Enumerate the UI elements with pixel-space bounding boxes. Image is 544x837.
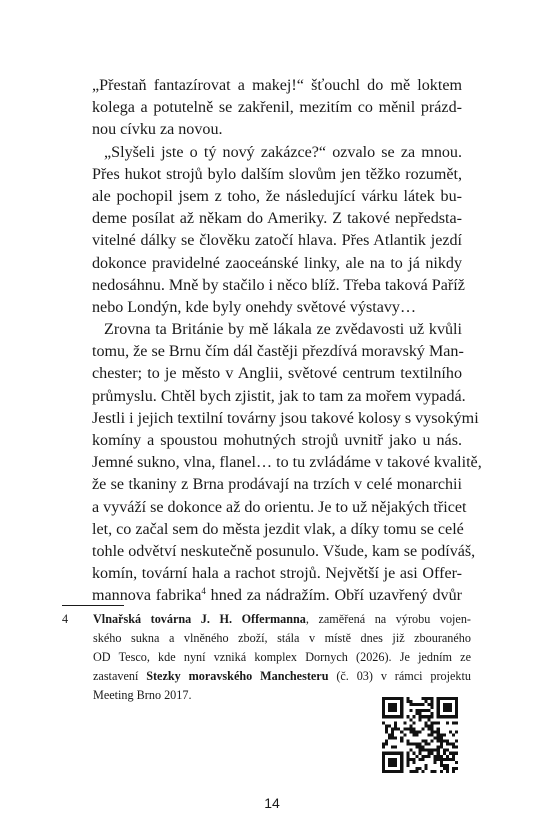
text-line: Jestli i jejich textilní továrny jsou takové kolosy s vysokými xyxy=(92,409,479,427)
text-segment: mannova fabrika xyxy=(92,587,202,605)
text-line: dokonce pravidelné zaoceánské linky, ale na to já nikdy xyxy=(92,254,462,272)
footnote-reference: 4 xyxy=(201,586,206,597)
text-line: kolega a potutelně se zakřenil, mezitím co měnil prázd- xyxy=(92,99,462,117)
text-line: Přes hukot strojů bylo dalším slovům jen těžko rozumět, xyxy=(92,165,462,183)
text-line: nedosáhnu. Mně by stačilo i něco blíž. Třeba taková Paříž xyxy=(92,276,465,294)
text-line: a vyváží se dokonce až do orientu. Je to už nějakých třicet xyxy=(92,498,467,516)
body-text xyxy=(92,75,482,608)
text-line xyxy=(92,585,462,607)
text-line: let, co začal sem do města jezdit vlak, a díky tomu se celé xyxy=(92,520,464,538)
text-line: komín, tovární hala a rachot strojů. Největší je asi Offer- xyxy=(92,565,462,583)
text-line: Zrovna ta Británie by mě lákala ze zvědavosti už kvůli xyxy=(104,321,462,339)
text-line: chester; to je město v Anglii, světové centrum textilního xyxy=(92,365,462,383)
text-segment: hned za nádražím. Obří uzavřený dvůr xyxy=(210,587,463,605)
text-line: průmyslu. Chtěl bych zjistit, jak to tam za mořem vypadá. xyxy=(92,387,466,405)
text-line: ale pochopil jsem z toho, že následující várku látek bu- xyxy=(92,187,462,205)
text-line: „Slyšeli jste o tý nový zakázce?“ ozvalo se za mnou. xyxy=(104,143,462,161)
footnote-line: Vlnařská továrna J. H. Offermanna, zaměřená na výrobu vojen- xyxy=(93,612,471,626)
footnote-bold-term: Stezky moravského Manchesteru xyxy=(146,669,329,683)
qr-code-icon xyxy=(382,697,458,773)
text-line: tohle odvětví neskutečně posunulo. Všude, kam se podíváš, xyxy=(92,542,476,560)
text-line: tomu, že se Brnu čím dál častěji přezdívá moravský Man- xyxy=(92,343,464,361)
footnote-bold-term: Vlnařská továrna J. H. Offermanna xyxy=(93,612,306,626)
text-line: vitelné dálky se člověku zatočí hlava. Přes Atlantik jezdí xyxy=(92,232,462,250)
text-line: nou cívku za novou. xyxy=(92,121,223,139)
footnote-number: 4 xyxy=(62,612,69,626)
page-number: 14 xyxy=(264,795,280,811)
text-line: nebo Londýn, kde byly onehdy světové výstavy… xyxy=(92,298,417,316)
text-line: deme posílat až někam do Ameriky. Z takové nepředsta- xyxy=(92,210,462,228)
text-line: že se tkaniny z Brna prodávají na trzích v celé monarchii xyxy=(92,476,462,494)
footnote-line: ského sukna a vlněného zboží, stála v místě dnes již zbouraného xyxy=(93,631,471,645)
footnote-divider xyxy=(62,605,124,606)
text-line: „Přestaň fantazírovat a makej!“ šťouchl do mě loktem xyxy=(92,77,462,94)
footnote-line: OD Tesco, kde nyní vzniká komplex Dornych (2026). Je jedním ze xyxy=(93,650,471,664)
text-line: Jemné sukno, vlna, flanel… to tu zvládáme v takové kvalitě, xyxy=(92,454,482,472)
footnote-line: Meeting Brno 2017. xyxy=(93,688,192,702)
text-line: komíny a spoustou mohutných strojů uvnitř jako u nás. xyxy=(92,432,462,449)
footnote-line: zastavení Stezky moravského Manchesteru (č. 03) v rámci projektu xyxy=(93,669,471,683)
